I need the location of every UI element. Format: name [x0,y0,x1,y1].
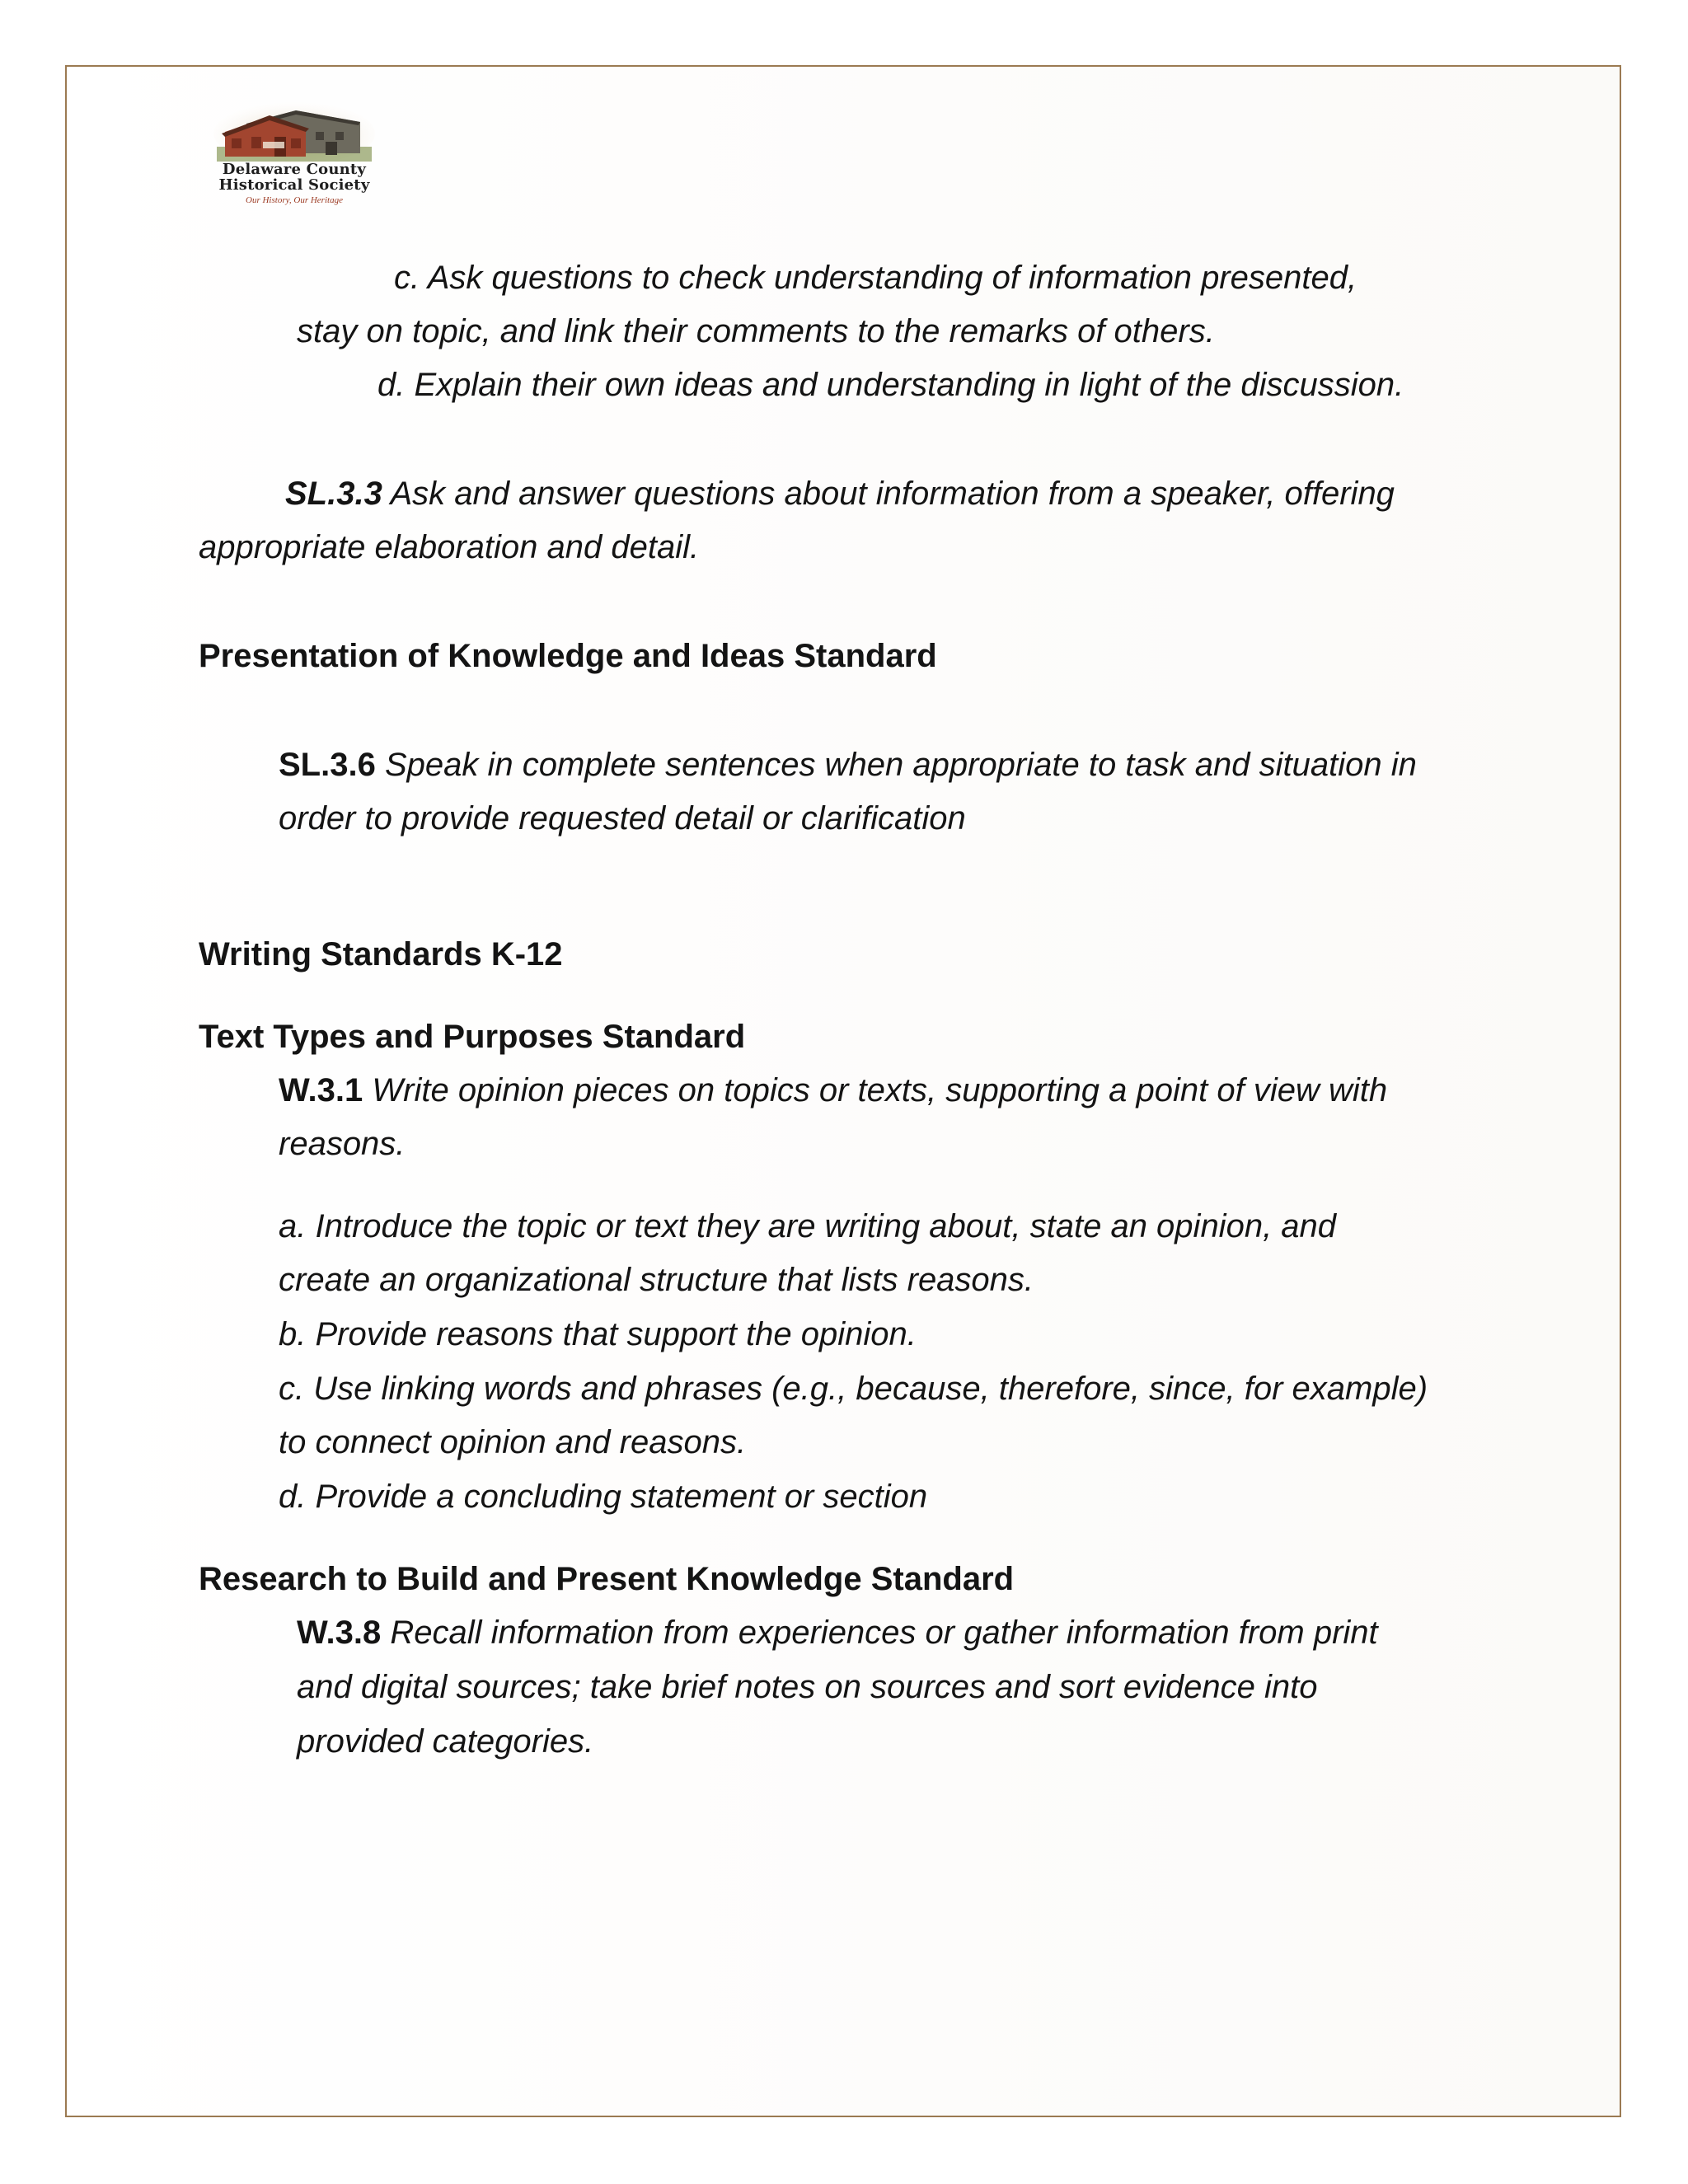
w31-standard [279,1070,1387,1111]
w31-item-d-line1: d. Provide a concluding statement or section [279,1479,928,1515]
sl31-item-d-line1: d. Explain their own ideas and understanding in light of the discussion. [377,367,1404,403]
w31-item-c-line2: to connect opinion and reasons. [279,1424,747,1460]
sl33-text-line2: appropriate elaboration and detail. [199,529,700,565]
w38-code: W.3.8 [297,1615,382,1651]
historical-society-logo [209,99,380,210]
w31-item-c-line1: c. Use linking words and phrases (e.g., because, therefore, since, for example) [279,1371,1428,1407]
logo-name-line2: Historical Society [218,176,370,194]
sl31-item-c-line1: c. Ask questions to check understanding of information presented, [394,260,1357,296]
w38-text-line2: and digital sources; take brief notes on sources and sort evidence into [297,1669,1318,1705]
w38-text-line3: provided categories. [297,1723,594,1760]
presentation-heading: Presentation of Knowledge and Ideas Standard [199,638,937,674]
sl33-standard [285,473,1395,514]
sl36-code: SL.3.6 [279,747,376,783]
w31-item-b-line1: b. Provide reasons that support the opinion. [279,1316,917,1352]
research-heading: Research to Build and Present Knowledge Standard [199,1561,1015,1597]
text-types-heading: Text Types and Purposes Standard [199,1019,746,1055]
sl33-text-line1: Ask and answer questions about information from a speaker, offering [382,476,1395,512]
w31-item-a-line1: a. Introduce the topic or text they are writing about, state an opinion, and [279,1208,1337,1244]
sl31-item-c-line2: stay on topic, and link their comments to the remarks of others. [297,313,1215,349]
logo-tagline: Our History, Our Heritage [246,195,343,205]
w31-text-line1: Write opinion pieces on topics or texts, supporting a point of view with [363,1072,1388,1108]
sl36-text-line2: order to provide requested detail or clarification [279,800,966,837]
w31-text-line2: reasons. [279,1126,406,1162]
w31-item-a-line2: create an organizational structure that lists reasons. [279,1262,1034,1298]
barn-icon [213,99,375,163]
w31-code: W.3.1 [279,1072,363,1108]
sl36-standard [279,744,1417,785]
w38-standard [297,1612,1378,1653]
logo-name-line1: Delaware County [222,161,367,178]
w38-text-line1: Recall information from experiences or gather information from print [381,1615,1378,1651]
sl33-code: SL.3.3 [285,476,382,512]
sl36-text-line1: Speak in complete sentences when appropriate to task and situation in [375,747,1417,783]
writing-standards-heading: Writing Standards K-12 [199,936,563,972]
